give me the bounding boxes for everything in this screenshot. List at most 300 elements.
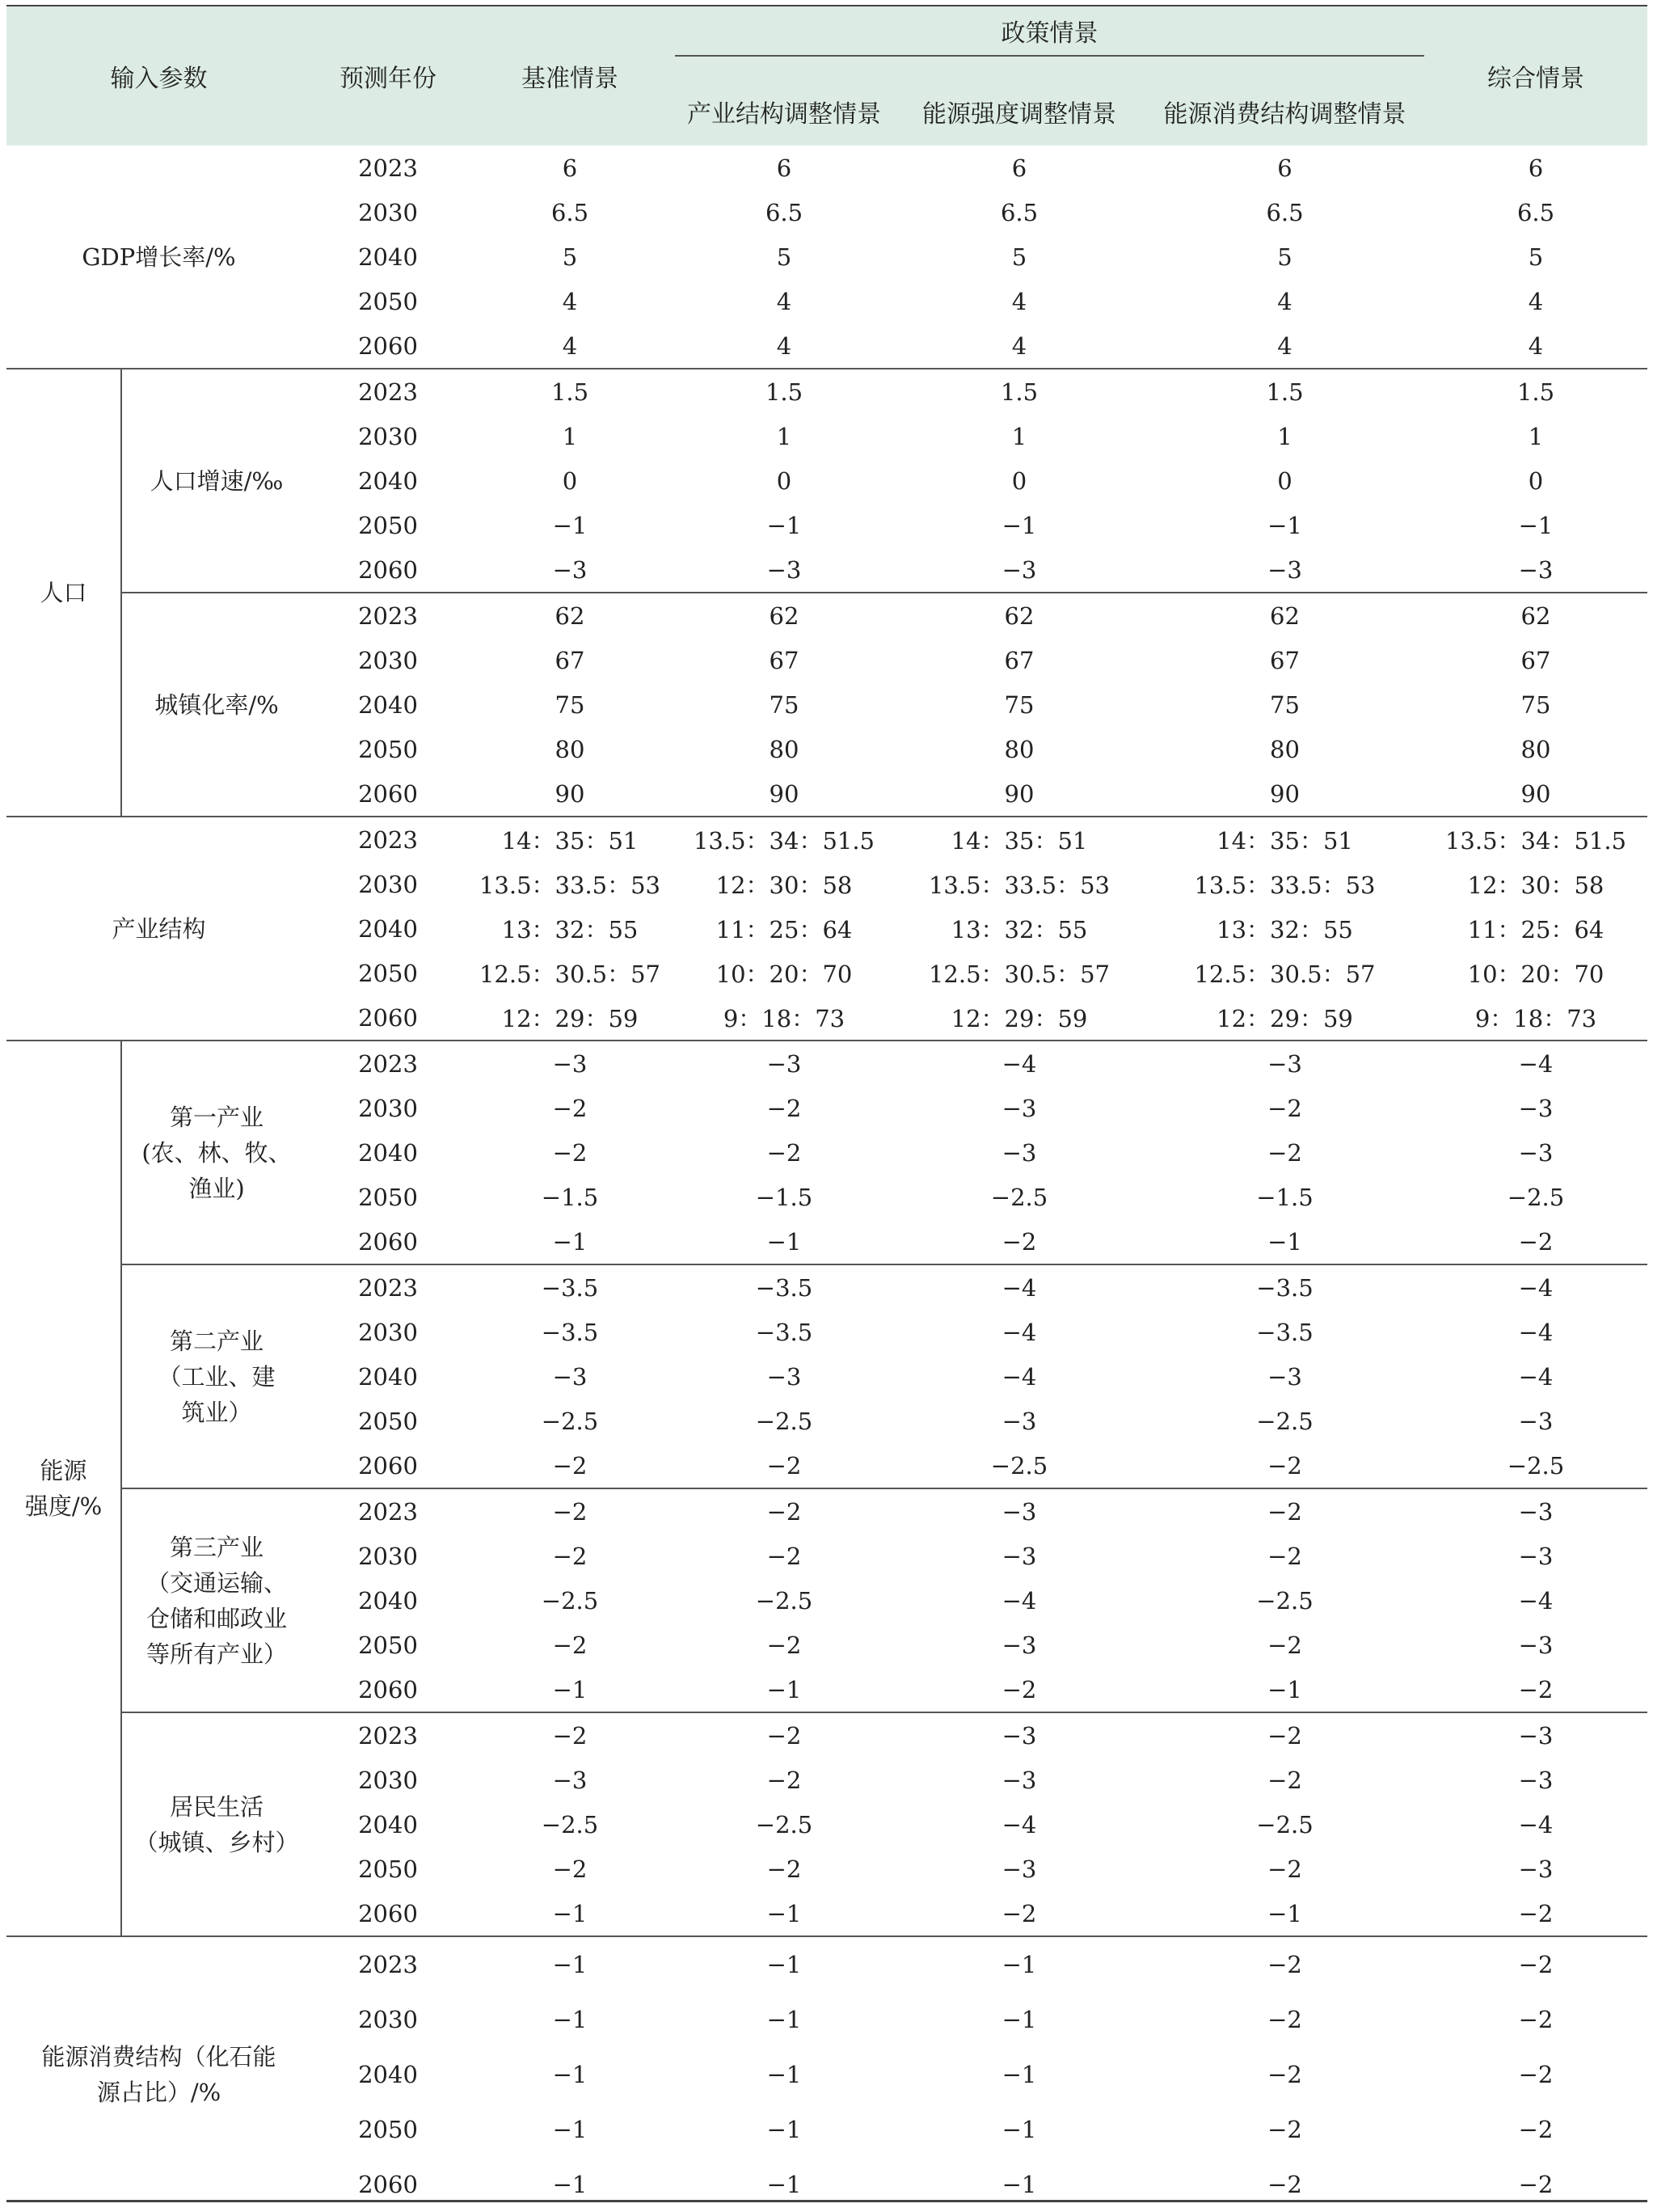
value-cell: 5 <box>1528 243 1544 271</box>
value-cell: −2.5 <box>541 1407 599 1435</box>
value-cell: −2 <box>1267 1766 1302 1794</box>
table-row <box>6 1488 1647 1534</box>
value-cell: −2 <box>1518 1675 1554 1703</box>
row-label-consumption: 能源消费结构（化石能 源占比）/% <box>6 1936 311 2212</box>
value-cell: 75 <box>1270 690 1300 719</box>
value-cell: 80 <box>769 735 799 763</box>
year-cell: 2023 <box>311 369 465 414</box>
value-cell: 6.5 <box>765 198 803 226</box>
value-cell: 90 <box>1270 779 1300 808</box>
value-cell: −2.5 <box>1507 1451 1565 1480</box>
table-body <box>6 146 1647 1936</box>
value-cell: −2 <box>1518 2006 1554 2033</box>
value-cell: 5 <box>1277 243 1292 271</box>
value-cell: −2 <box>1267 1094 1302 1122</box>
value-cell: −2.5 <box>755 1810 813 1838</box>
value-cell: 12：30：58 <box>715 872 853 899</box>
value-cell: −1 <box>1001 511 1037 539</box>
table-row <box>6 1936 1647 1992</box>
value-cell: 4 <box>1528 287 1544 315</box>
year-cell: 2050 <box>358 1631 418 1659</box>
year-cell: 2060 <box>358 1003 418 1032</box>
value-cell: 13.5：33.5：53 <box>479 872 661 899</box>
value-cell: −4 <box>1424 1041 1647 1086</box>
value-cell: 0 <box>1528 466 1544 495</box>
value-cell: −4 <box>1001 1586 1037 1615</box>
value-cell: 9：18：73 <box>1474 1005 1597 1032</box>
year-cell: 2030 <box>358 198 418 226</box>
value-cell: −1 <box>766 1675 802 1703</box>
value-cell: −2 <box>1267 2171 1302 2198</box>
value-cell: −1 <box>766 2116 802 2143</box>
table-header <box>6 6 1647 146</box>
value-cell: −1 <box>766 511 802 539</box>
year-cell: 2060 <box>358 1451 418 1480</box>
year-cell: 2050 <box>358 511 418 539</box>
value-cell: −4 <box>1001 1362 1037 1391</box>
year-cell: 2030 <box>358 870 418 898</box>
year-cell: 2030 <box>358 1542 418 1570</box>
value-cell: −1 <box>1267 511 1302 539</box>
value-cell: −1 <box>552 2171 588 2198</box>
value-cell: −2 <box>552 1542 588 1570</box>
value-cell: −2 <box>1001 1227 1037 1256</box>
value-cell: 1.5 <box>1145 369 1424 414</box>
value-cell: 1.5 <box>465 369 675 414</box>
year-cell: 2050 <box>358 1407 418 1435</box>
value-cell: 4 <box>776 287 792 315</box>
row-label-industry: 产业结构 <box>6 817 311 1041</box>
value-cell: −3 <box>1518 555 1554 584</box>
value-cell: −3 <box>465 1041 675 1086</box>
row-label-urban: 城镇化率/% <box>121 593 311 817</box>
year-cell: 2023 <box>311 1041 465 1086</box>
value-cell: 67 <box>1520 646 1551 674</box>
value-cell: 4 <box>776 331 792 360</box>
value-cell: −2 <box>1518 2171 1554 2198</box>
row-label-gdp: GDP增长率/% <box>82 243 236 271</box>
year-cell: 2023 <box>311 593 465 638</box>
year-cell: 2050 <box>358 2116 418 2143</box>
value-cell: 1.5 <box>893 369 1145 414</box>
value-cell: −4 <box>1518 1318 1554 1346</box>
value-cell: 90 <box>769 779 799 808</box>
value-cell: −2 <box>552 1094 588 1122</box>
value-cell: 67 <box>1270 646 1300 674</box>
value-cell: −2.5 <box>755 1407 813 1435</box>
value-cell: −3 <box>1518 1094 1554 1122</box>
value-cell: −3.5 <box>675 1264 893 1310</box>
value-cell: 62 <box>675 593 893 638</box>
value-cell: 1.5 <box>1424 369 1647 414</box>
value-cell: −2 <box>1267 1542 1302 1570</box>
value-cell: −3.5 <box>1256 1318 1314 1346</box>
value-cell: −1 <box>1001 2116 1037 2143</box>
value-cell: −2.5 <box>990 1451 1048 1480</box>
value-cell: 13.5：33.5：53 <box>928 872 1111 899</box>
value-cell: −4 <box>893 1041 1145 1086</box>
value-cell: 4 <box>1277 331 1292 360</box>
value-cell: 67 <box>555 646 585 674</box>
value-cell: −2 <box>1145 1712 1424 1758</box>
value-cell: −3 <box>1001 1407 1037 1435</box>
value-cell: −2 <box>1518 2116 1554 2143</box>
value-cell: −1 <box>766 1227 802 1256</box>
table-row <box>6 1712 1647 1758</box>
value-cell: 11：25：64 <box>1467 916 1605 943</box>
value-cell: 4 <box>562 287 578 315</box>
value-cell: −2 <box>766 1451 802 1480</box>
value-cell: −1 <box>1001 2006 1037 2033</box>
year-cell: 2040 <box>358 1810 418 1838</box>
value-cell: 4 <box>1528 331 1544 360</box>
value-cell: −2 <box>1267 2116 1302 2143</box>
year-cell: 2030 <box>358 646 418 674</box>
value-cell: 4 <box>562 331 578 360</box>
value-cell: −3 <box>1518 1855 1554 1883</box>
value-cell: 6.5 <box>1516 198 1555 226</box>
value-cell: 12：29：59 <box>951 1005 1088 1032</box>
value-cell: −3 <box>1001 1766 1037 1794</box>
value-cell: −1 <box>552 2116 588 2143</box>
table-row <box>6 146 1647 190</box>
value-cell: −3 <box>552 1766 588 1794</box>
value-cell: −3 <box>1518 1138 1554 1167</box>
year-cell: 2060 <box>358 331 418 360</box>
value-cell: −3 <box>1001 1631 1037 1659</box>
value-cell: 80 <box>1004 735 1035 763</box>
value-cell: −1 <box>675 1936 893 1992</box>
value-cell: 62 <box>893 593 1145 638</box>
value-cell: −1 <box>552 1899 588 1927</box>
value-cell: 4 <box>1011 331 1027 360</box>
value-cell: 6 <box>776 154 792 182</box>
year-cell: 2040 <box>358 466 418 495</box>
value-cell: 67 <box>1004 646 1035 674</box>
value-cell: −3.5 <box>755 1318 813 1346</box>
value-cell: −1.5 <box>1256 1183 1314 1211</box>
value-cell: −3 <box>1145 1041 1424 1086</box>
value-cell: −1 <box>766 2006 802 2033</box>
year-cell: 2030 <box>358 422 418 450</box>
scenario-parameter-table <box>6 6 1647 2212</box>
value-cell: −2 <box>1518 1227 1554 1256</box>
value-cell: −2 <box>1267 1631 1302 1659</box>
year-cell: 2030 <box>358 1094 418 1122</box>
value-cell: 62 <box>1145 593 1424 638</box>
year-cell: 2023 <box>311 1488 465 1534</box>
value-cell: 1.5 <box>675 369 893 414</box>
value-cell: 62 <box>1424 593 1647 638</box>
value-cell: −1 <box>552 1227 588 1256</box>
value-cell: −2 <box>1267 2061 1302 2088</box>
year-cell: 2050 <box>358 1855 418 1883</box>
header-comprehensive: 综合情景 <box>1424 6 1647 146</box>
value-cell: 10：20：70 <box>1467 960 1605 988</box>
value-cell: 1 <box>562 422 578 450</box>
value-cell: −2 <box>552 1855 588 1883</box>
value-cell: 6.5 <box>1266 198 1304 226</box>
value-cell: 1 <box>1528 422 1544 450</box>
value-cell: −2.5 <box>1256 1407 1314 1435</box>
value-cell: −2 <box>1267 1451 1302 1480</box>
value-cell: 90 <box>555 779 585 808</box>
value-cell: −3 <box>552 555 588 584</box>
value-cell: −3 <box>675 1041 893 1086</box>
year-cell: 2060 <box>358 779 418 808</box>
value-cell: −3.5 <box>541 1318 599 1346</box>
value-cell: −2 <box>766 1766 802 1794</box>
value-cell: −3 <box>1267 555 1302 584</box>
table-body-consumption <box>6 1936 1647 2212</box>
value-cell: 12.5：30.5：57 <box>1194 960 1376 988</box>
year-cell: 2050 <box>358 735 418 763</box>
value-cell: −2 <box>1001 1899 1037 1927</box>
value-cell: −2 <box>766 1855 802 1883</box>
value-cell: −4 <box>1518 1586 1554 1615</box>
value-cell: 14：35：51 <box>893 817 1145 862</box>
value-cell: 0 <box>562 466 578 495</box>
value-cell: −1 <box>1267 1675 1302 1703</box>
row-label-pop_growth: 人口增速/‰ <box>121 369 311 593</box>
year-cell: 2030 <box>358 2006 418 2033</box>
value-cell: −3 <box>1518 1542 1554 1570</box>
value-cell: −2 <box>766 1094 802 1122</box>
value-cell: −3.5 <box>1145 1264 1424 1310</box>
value-cell: −3 <box>1001 555 1037 584</box>
value-cell: −3 <box>766 555 802 584</box>
value-cell: 0 <box>1011 466 1027 495</box>
value-cell: −1 <box>552 511 588 539</box>
value-cell: −3 <box>766 1362 802 1391</box>
value-cell: 6 <box>1528 154 1544 182</box>
value-cell: 13.5：33.5：53 <box>1194 872 1376 899</box>
value-cell: 90 <box>1520 779 1551 808</box>
value-cell: −2.5 <box>1507 1183 1565 1211</box>
value-cell: 13：32：55 <box>1217 916 1353 943</box>
year-cell: 2050 <box>358 287 418 315</box>
value-cell: −1 <box>766 2061 802 2088</box>
year-cell: 2060 <box>358 555 418 584</box>
row-label-pop: 人口 <box>6 369 121 817</box>
value-cell: −2 <box>1001 1675 1037 1703</box>
value-cell: −3 <box>1424 1712 1647 1758</box>
value-cell: −1 <box>1518 511 1554 539</box>
value-cell: −4 <box>1518 1362 1554 1391</box>
value-cell: −3 <box>1001 1094 1037 1122</box>
value-cell: −2 <box>465 1712 675 1758</box>
value-cell: −3 <box>1424 1488 1647 1534</box>
value-cell: −2 <box>766 1138 802 1167</box>
value-cell: −2 <box>552 1451 588 1480</box>
year-cell: 2023 <box>311 817 465 862</box>
year-cell: 2040 <box>358 243 418 271</box>
year-cell: 2023 <box>311 1264 465 1310</box>
value-cell: −1 <box>1001 2061 1037 2088</box>
year-cell: 2040 <box>358 690 418 719</box>
value-cell: 11：25：64 <box>715 916 853 943</box>
value-cell: −2.5 <box>990 1183 1048 1211</box>
value-cell: −3 <box>1518 1631 1554 1659</box>
value-cell: 14：35：51 <box>1145 817 1424 862</box>
header-policy: 政策情景 <box>675 6 1424 56</box>
value-cell: 5 <box>562 243 578 271</box>
table-row <box>6 817 1647 862</box>
value-cell: −2.5 <box>541 1586 599 1615</box>
year-cell: 2023 <box>311 1712 465 1758</box>
value-cell: −3 <box>1001 1542 1037 1570</box>
table-row <box>6 1264 1647 1310</box>
value-cell: −1.5 <box>541 1183 599 1211</box>
value-cell: −2 <box>1267 1855 1302 1883</box>
value-cell: −2 <box>1518 1899 1554 1927</box>
value-cell: 12：30：58 <box>1467 872 1605 899</box>
year-cell: 2050 <box>358 1183 418 1211</box>
value-cell: −1 <box>552 1675 588 1703</box>
year-cell: 2040 <box>358 1138 418 1167</box>
value-cell: 90 <box>1004 779 1035 808</box>
value-cell: −3 <box>893 1488 1145 1534</box>
value-cell: −2 <box>552 1138 588 1167</box>
value-cell: 0 <box>776 466 792 495</box>
year-cell: 2040 <box>358 2061 418 2088</box>
value-cell: 1 <box>1011 422 1027 450</box>
value-cell: −1 <box>1267 1899 1302 1927</box>
value-cell: −1 <box>552 2006 588 2033</box>
value-cell: 13.5：34：51.5 <box>1424 817 1647 862</box>
value-cell: −2 <box>1518 2061 1554 2088</box>
value-cell: 12：29：59 <box>501 1005 639 1032</box>
value-cell: 6 <box>562 154 578 182</box>
year-cell: 2050 <box>358 959 418 987</box>
value-cell: −2.5 <box>755 1586 813 1615</box>
value-cell: 6 <box>1011 154 1027 182</box>
value-cell: −3 <box>1518 1407 1554 1435</box>
value-cell: −1 <box>1267 1227 1302 1256</box>
value-cell: 80 <box>555 735 585 763</box>
value-cell: 6.5 <box>550 198 589 226</box>
value-cell: −2 <box>1145 1936 1424 1992</box>
value-cell: −2 <box>465 1488 675 1534</box>
value-cell: −2.5 <box>1256 1810 1314 1838</box>
value-cell: −2 <box>675 1712 893 1758</box>
value-cell: −2.5 <box>541 1810 599 1838</box>
value-cell: 9：18：73 <box>723 1005 845 1032</box>
year-cell: 2030 <box>358 1318 418 1346</box>
row-label-secondary: 第二产业 （工业、建 筑业） <box>121 1264 311 1488</box>
value-cell: 75 <box>1520 690 1551 719</box>
value-cell: −4 <box>1001 1318 1037 1346</box>
value-cell: 6.5 <box>1000 198 1039 226</box>
value-cell: −3 <box>1518 1766 1554 1794</box>
value-cell: −3 <box>1267 1362 1302 1391</box>
value-cell: 13：32：55 <box>951 916 1088 943</box>
header-baseline: 基准情景 <box>465 6 675 146</box>
value-cell: −1 <box>893 1936 1145 1992</box>
value-cell: −2 <box>766 1542 802 1570</box>
value-cell: 13：32：55 <box>501 916 639 943</box>
year-cell: 2060 <box>358 2171 418 2198</box>
value-cell: 62 <box>465 593 675 638</box>
value-cell: 12：29：59 <box>1217 1005 1353 1032</box>
value-cell: −3.5 <box>465 1264 675 1310</box>
value-cell: 75 <box>769 690 799 719</box>
value-cell: −2 <box>1267 1138 1302 1167</box>
year-cell: 2060 <box>358 1899 418 1927</box>
row-label-energy: 能源 强度/% <box>6 1041 121 1936</box>
value-cell: −3 <box>552 1362 588 1391</box>
value-cell: 4 <box>1277 287 1292 315</box>
value-cell: 80 <box>1520 735 1551 763</box>
value-cell: −1 <box>552 2061 588 2088</box>
year-cell: 2030 <box>358 1766 418 1794</box>
value-cell: −4 <box>1518 1810 1554 1838</box>
value-cell: 12.5：30.5：57 <box>928 960 1111 988</box>
value-cell: −2 <box>1267 2006 1302 2033</box>
year-cell: 2060 <box>358 1227 418 1256</box>
year-cell: 2040 <box>358 1586 418 1615</box>
header-intensity-scenario: 能源强度调整情景 <box>893 56 1145 146</box>
table-row <box>6 1041 1647 1086</box>
value-cell: 13.5：34：51.5 <box>675 817 893 862</box>
value-cell: 1 <box>1277 422 1292 450</box>
value-cell: −2 <box>1424 1936 1647 1992</box>
value-cell: −2.5 <box>1256 1586 1314 1615</box>
header-input-param: 输入参数 <box>6 6 311 146</box>
header-year: 预测年份 <box>311 6 465 146</box>
row-label-resident: 居民生活 （城镇、乡村） <box>121 1712 311 1936</box>
value-cell: 14：35：51 <box>465 817 675 862</box>
year-cell: 2023 <box>311 1936 465 1992</box>
value-cell: −1 <box>1001 2171 1037 2198</box>
value-cell: 10：20：70 <box>715 960 853 988</box>
value-cell: −3 <box>893 1712 1145 1758</box>
value-cell: 5 <box>776 243 792 271</box>
value-cell: 6 <box>1277 154 1292 182</box>
header-industry-scenario: 产业结构调整情景 <box>675 56 893 146</box>
value-cell: −2 <box>766 1631 802 1659</box>
value-cell: −4 <box>1001 1810 1037 1838</box>
year-cell: 2040 <box>358 914 418 943</box>
value-cell: 75 <box>1004 690 1035 719</box>
value-cell: 12.5：30.5：57 <box>479 960 661 988</box>
header-consumption-scenario: 能源消费结构调整情景 <box>1145 56 1424 146</box>
value-cell: −1 <box>766 2171 802 2198</box>
value-cell: −1 <box>766 1899 802 1927</box>
year-cell: 2040 <box>358 1362 418 1391</box>
value-cell: −2 <box>552 1631 588 1659</box>
value-cell: 4 <box>1011 287 1027 315</box>
value-cell: −1.5 <box>755 1183 813 1211</box>
value-cell: −2 <box>675 1488 893 1534</box>
table-row <box>6 593 1647 638</box>
value-cell: 1 <box>776 422 792 450</box>
row-label-primary: 第一产业 (农、林、牧、 渔业) <box>121 1041 311 1264</box>
year-cell: 2023 <box>358 154 418 182</box>
value-cell: −3 <box>1001 1138 1037 1167</box>
value-cell: −4 <box>893 1264 1145 1310</box>
value-cell: 80 <box>1270 735 1300 763</box>
value-cell: −1 <box>465 1936 675 1992</box>
value-cell: −3 <box>1001 1855 1037 1883</box>
row-label-tertiary: 第三产业 （交通运输、 仓储和邮政业 等所有产业） <box>121 1488 311 1712</box>
value-cell: −2 <box>1145 1488 1424 1534</box>
value-cell: 0 <box>1277 466 1292 495</box>
table-row <box>6 369 1647 414</box>
value-cell: 67 <box>769 646 799 674</box>
value-cell: 5 <box>1011 243 1027 271</box>
year-cell: 2060 <box>358 1675 418 1703</box>
